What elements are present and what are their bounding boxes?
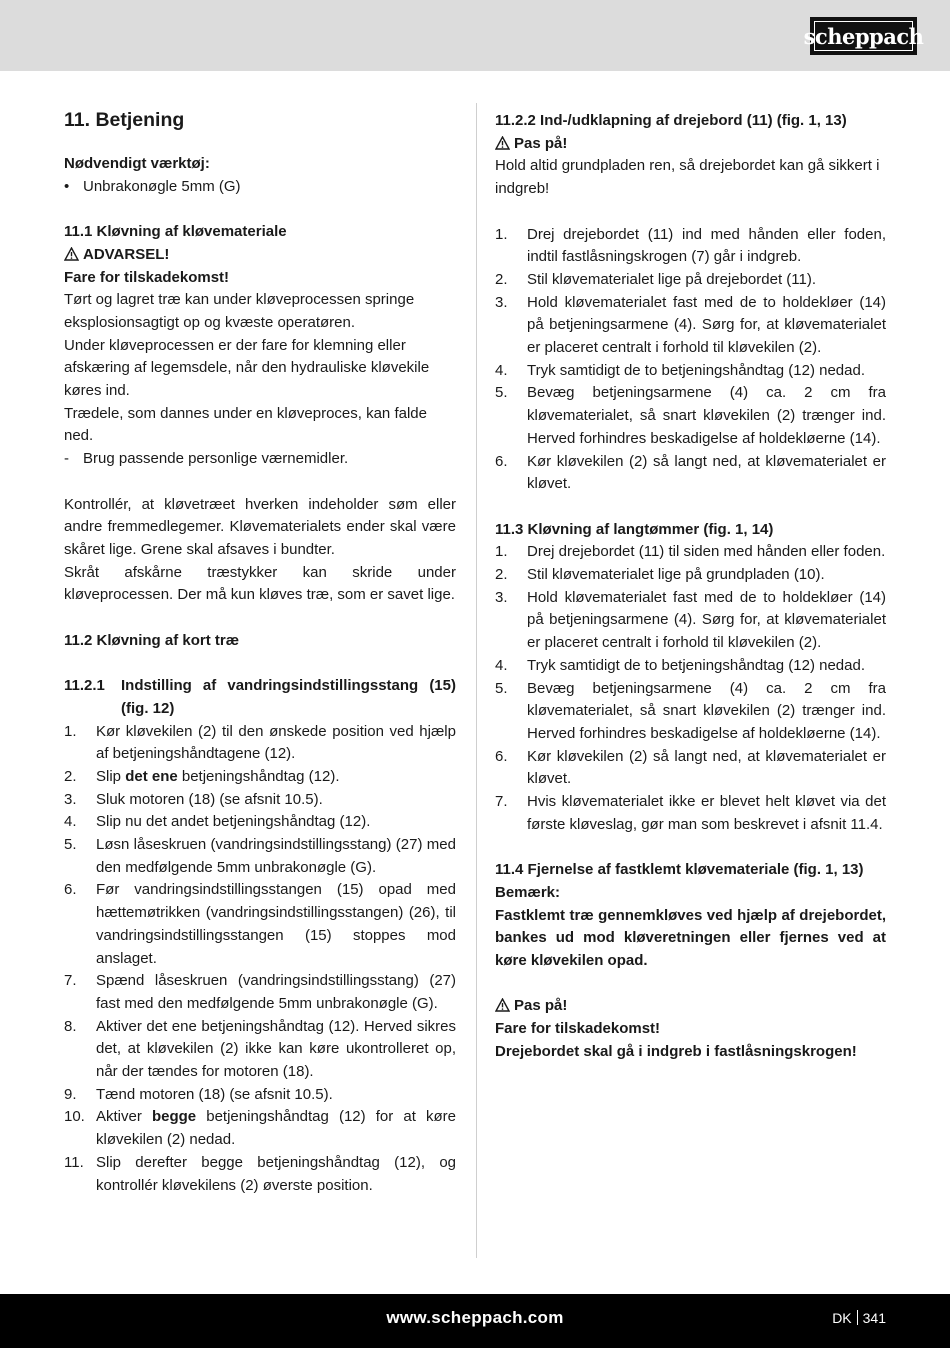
warning-triangle-icon xyxy=(495,995,511,1018)
section-11-1-heading: 11.1 Kløvning af kløvemateriale xyxy=(64,223,287,241)
list-item: 5. Bevæg betjeningsarmene (4) ca. 2 cm fra kløvematerialet, så snart kløvekilen (2) trænger ind. Herved forhindres beskadigelse af holdekløerne (14). xyxy=(495,679,886,742)
list-item: 3. Hold kløvematerialet fast med de to holdekløer (14) på betjeningsarmene (4). Sørg for, at kløvematerialet er placeret centralt i forhold til kløvekilen (2). xyxy=(495,588,886,652)
separator xyxy=(857,1310,858,1325)
list-item: 5. Bevæg betjeningsarmene (4) ca. 2 cm fra kløvematerialet, så snart kløvekilen (2) trænger ind. Herved forhindres beskadigelse af holdekløerne (14). xyxy=(495,384,886,447)
list-item: 8. Aktiver det ene betjeningshåndtag (12). Herved sikres det, at kløvekilen (2) ikke kan køre ukontrolleret op, når der tændes for motoren (18). xyxy=(64,1017,456,1081)
list-item: 1. Kør kløvekilen (2) til den ønskede position ved hjælp af betjeningshåndtagene (12). xyxy=(64,722,456,763)
list-item: 5. Løsn låseskruen (vandringsindstillingsstang) (27) med den medfølgende 5mm unbrakonøgle (G). xyxy=(64,836,456,876)
section-11-4-heading: 11.4 Fjernelse af fastklemt kløvemateriale (fig. 1, 13) xyxy=(495,861,864,879)
list-item: 3. Sluk motoren (18) (se afsnit 10.5). xyxy=(64,790,323,808)
warning-triangle-icon xyxy=(64,244,80,267)
section-11-2-heading: 11.2 Kløvning af kort træ xyxy=(64,631,240,649)
caution-line: Pas på! xyxy=(495,133,886,156)
list-item: 6. Kør kløvekilen (2) så langt ned, at kløvematerialet er kløvet. xyxy=(495,452,886,493)
section-title: 11. Betjening xyxy=(64,109,185,131)
section-11-2-1-heading: 11.2.1 Indstilling af vandringsindstillingsstang (15) (fig. 12) xyxy=(64,677,456,717)
paragraph: Kontrollér, at kløvetræet hverken indeholder søm eller andre fremmedlegemer. Kløvematerialets ender skal være skåret lige. Grene skal afsaves i bundter. xyxy=(64,495,456,558)
list-item: 2. Stil kløvematerialet lige på drejebordet (11). xyxy=(495,270,817,288)
warning-line: ADVARSEL! xyxy=(64,244,456,267)
list-item: 11. Slip derefter begge betjeningshåndtag (12), og kontrollér kløvekilens (2) øverste position. xyxy=(64,1153,456,1194)
list-item: 1. Drej drejebordet (11) til siden med hånden eller foden. xyxy=(495,543,886,561)
left-column xyxy=(64,108,456,1197)
list-item: 7. Hvis kløvematerialet ikke er blevet helt kløvet via det første kløveslag, gør man som beskrevet i afsnit 11.4. xyxy=(495,793,886,833)
scheppach-logo xyxy=(803,17,924,55)
tools-heading: Nødvendigt værktøj: xyxy=(64,155,210,172)
section-11-3-heading: 11.3 Kløvning af langtømmer (fig. 1, 14) xyxy=(495,520,774,538)
warning-triangle-icon xyxy=(495,133,511,156)
column-divider xyxy=(476,103,477,1258)
paragraph: Trædele, som dannes under en kløveproces, kan falde ned. xyxy=(64,404,427,445)
list-item: 6. Før vandringsindstillingsstangen (15) opad med hættemøtrikken (vandringsindstillingsstangen) (26), til vandringsindstillingsstangen (15) stoppes mod anslaget. xyxy=(64,881,456,967)
list-item: 2. Slip det ene betjeningshåndtag (12). xyxy=(64,767,340,785)
caution-line: Pas på! xyxy=(495,995,886,1018)
list-item: 7. Spænd låseskruen (vandringsindstillingsstang) (27) fast med den medfølgende 5mm unbrakonøgle (G). xyxy=(64,972,456,1012)
list-item: 6. Kør kløvekilen (2) så langt ned, at kløvematerialet er kløvet. xyxy=(495,747,886,788)
footer-bar xyxy=(0,1294,950,1348)
page-number: 341 xyxy=(862,1310,886,1326)
paragraph: Under kløveprocessen er der fare for klemning eller afskæring af legemsdele, når den hydrauliske kløvekile køres ind. xyxy=(64,336,430,400)
footer-url[interactable]: www.scheppach.com xyxy=(386,1308,564,1327)
tools-list-item: • Unbrakonøgle 5mm (G) xyxy=(64,177,241,195)
paragraph: Hold altid grundpladen ren, så drejebordet kan gå sikkert i indgreb! xyxy=(495,157,880,198)
list-item: 4. Tryk samtidigt de to betjeningshåndtag (12) nedad. xyxy=(495,361,865,379)
dash-list-item: - Brug passende personlige værnemidler. xyxy=(64,450,349,468)
note-label: Bemærk: xyxy=(495,883,561,901)
list-item: 9. Tænd motoren (18) (se afsnit 10.5). xyxy=(64,1085,333,1103)
right-column xyxy=(495,110,886,1063)
paragraph: Tørt og lagret træ kan under kløveprocessen springe eksplosionsagtigt op og kvæste operatøren. xyxy=(64,291,415,331)
final-warning: Drejebordet skal gå i indgreb i fastlåsningskrogen! xyxy=(495,1042,857,1060)
page-indicator xyxy=(832,1310,886,1326)
list-item: 1. Drej drejebordet (11) ind med hånden eller foden, indtil fastlåsningskrogen (7) går i indgreb. xyxy=(495,225,886,266)
list-item: 2. Stil kløvematerialet lige på grundpladen (10). xyxy=(495,566,825,584)
paragraph: Skråt afskårne træstykker kan skride under kløveprocessen. Der må kun kløves træ, som er savet lige. xyxy=(64,563,456,604)
list-item: 3. Hold kløvematerialet fast med de to holdekløer (14) på betjeningsarmene (4). Sørg for, at kløvematerialet er placeret centralt i forhold til kløvekilen (2). xyxy=(495,293,886,357)
language-code: DK xyxy=(832,1310,852,1326)
danger-text: Fare for tilskadekomst! xyxy=(64,268,230,286)
note-text: Fastklemt træ gennemkløves ved hjælp af drejebordet, bankes ud mod kløveretningen eller fjernes ved at køre kløvekilen opad. xyxy=(495,906,886,969)
section-11-2-2-heading: 11.2.2 Ind-/udklapning af drejebord (11) (fig. 1, 13) xyxy=(495,112,847,129)
logo-text: scheppach xyxy=(803,23,924,49)
list-item: 10. Aktiver begge betjeningshåndtag (12) for at køre kløvekilen (2) nedad. xyxy=(64,1108,456,1149)
list-item: 4. Tryk samtidigt de to betjeningshåndtag (12) nedad. xyxy=(495,656,865,674)
list-item: 4. Slip nu det andet betjeningshåndtag (12). xyxy=(64,813,371,831)
danger-text: Fare for tilskadekomst! xyxy=(495,1020,661,1038)
